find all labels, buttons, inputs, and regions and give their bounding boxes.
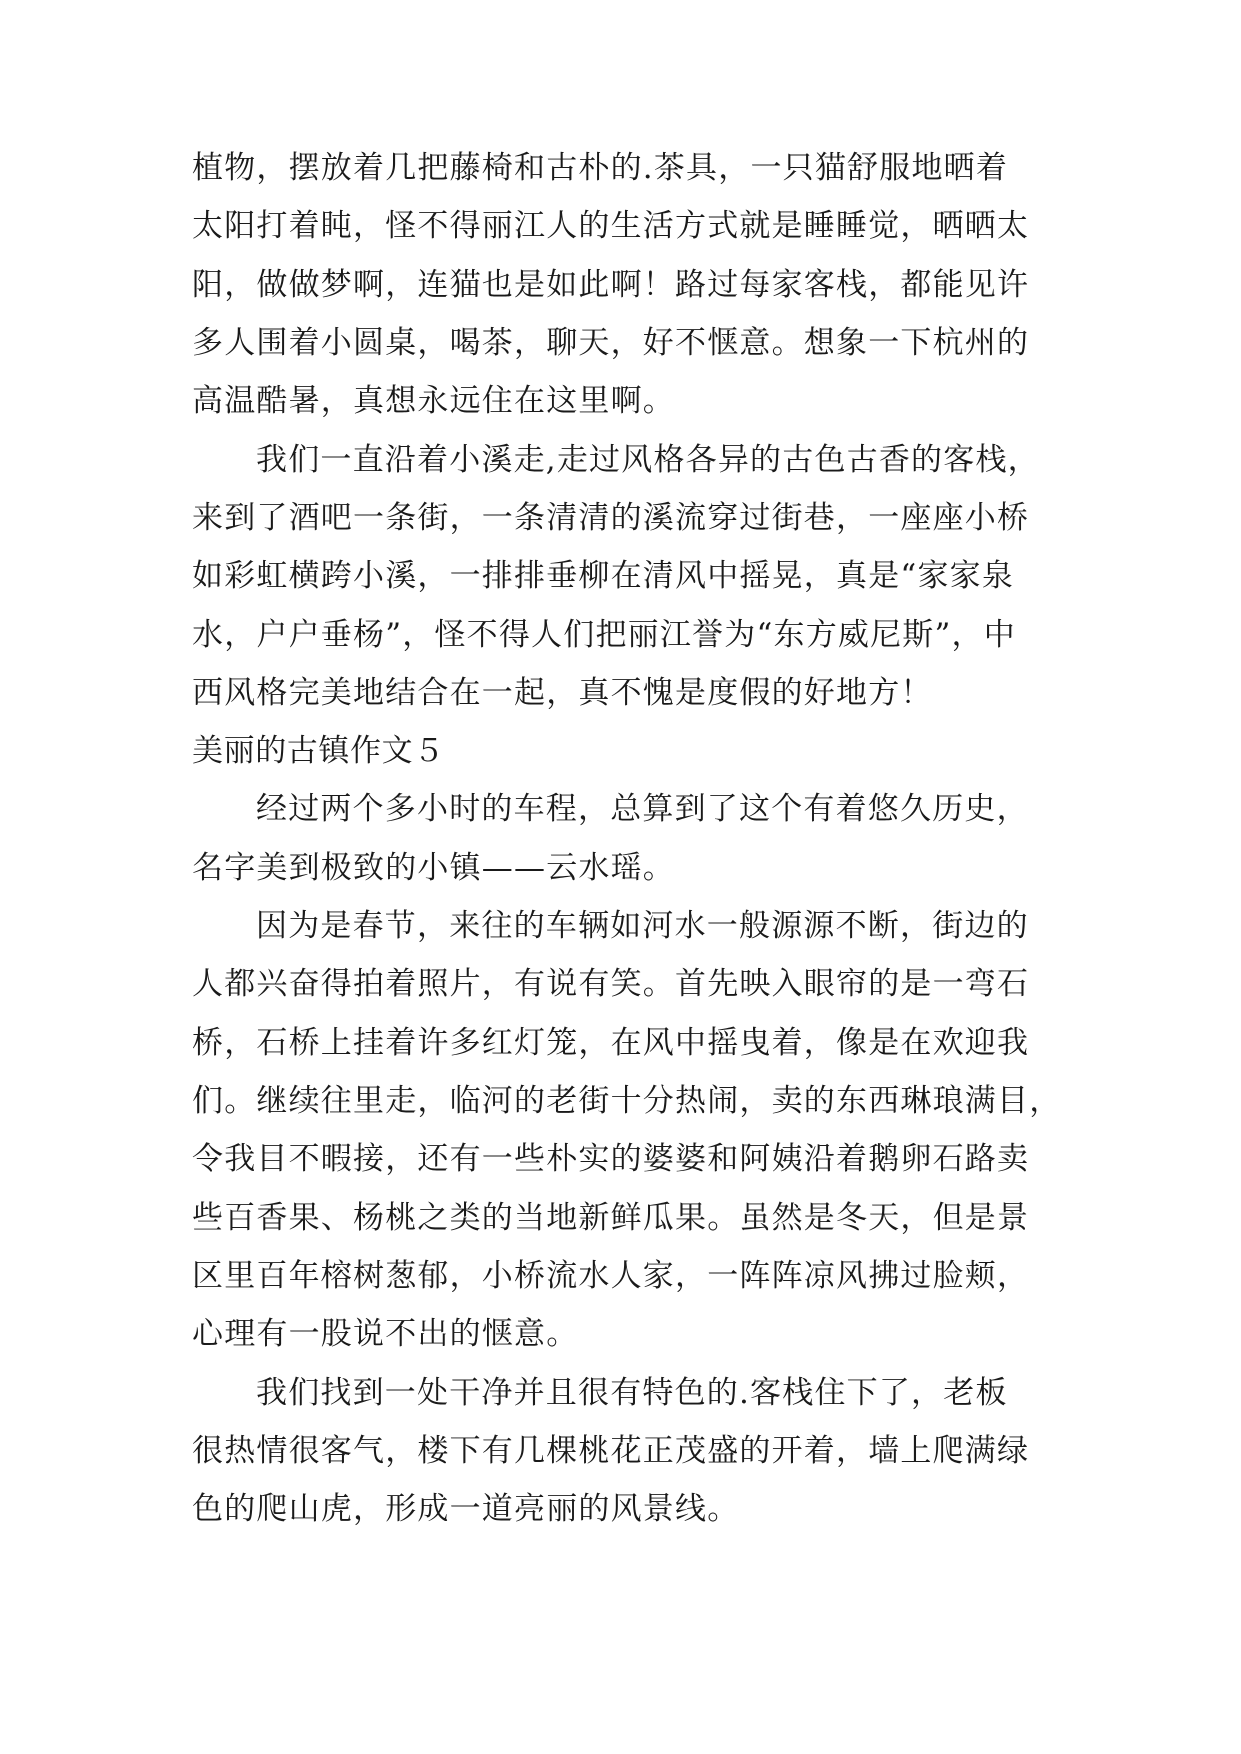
text-line: 心理有一股说不出的惬意。 <box>192 1316 579 1352</box>
section-title: 美丽的古镇作文５ <box>192 733 445 769</box>
text-line: 太阳打着盹，怪不得丽江人的生活方式就是睡睡觉，晒晒太 <box>192 208 1030 244</box>
text-line: 阳，做做梦啊，连猫也是如此啊！路过每家客栈，都能见许 <box>192 267 1030 303</box>
text-line: 名字美到极致的小镇——云水瑶。 <box>192 850 675 886</box>
text-line: 很热情很客气，楼下有几棵桃花正茂盛的开着，墙上爬满绿 <box>192 1433 1030 1469</box>
text-line: 植物，摆放着几把藤椅和古朴的.茶具，一只猫舒服地晒着 <box>192 150 1009 186</box>
text-line: 们。继续往里走，临河的老街十分热闹，卖的东西琳琅满目， <box>192 1083 1062 1119</box>
text-line: 令我目不暇接，还有一些朴实的婆婆和阿姨沿着鹅卵石路卖 <box>192 1141 1030 1177</box>
text-line: 色的爬山虎，形成一道亮丽的风景线。 <box>192 1491 740 1527</box>
text-line: 多人围着小圆桌，喝茶，聊天，好不惬意。想象一下杭州的 <box>192 325 1030 361</box>
text-line: 如彩虹横跨小溪，一排排垂柳在清风中摇晃，真是“家家泉 <box>192 558 1015 594</box>
text-line: 区里百年榕树葱郁，小桥流水人家，一阵阵凉风拂过脸颊， <box>192 1258 1030 1294</box>
text-line: 水，户户垂杨”，怪不得人们把丽江誉为“东方威尼斯”，中 <box>192 617 1016 653</box>
text-line: 经过两个多小时的车程，总算到了这个有着悠久历史， <box>256 791 1029 827</box>
text-line: 些百香果、杨桃之类的当地新鲜瓜果。虽然是冬天，但是景 <box>192 1200 1030 1236</box>
text-line: 人都兴奋得拍着照片，有说有笑。首先映入眼帘的是一弯石 <box>192 966 1030 1002</box>
text-line: 高温酷暑，真想永远住在这里啊。 <box>192 383 675 419</box>
text-line: 西风格完美地结合在一起，真不愧是度假的好地方！ <box>192 675 933 711</box>
text-line: 因为是春节，来往的车辆如河水一般源源不断，街边的 <box>256 908 1029 944</box>
text-line: 我们一直沿着小溪走,走过风格各异的古色古香的客栈， <box>256 442 1040 478</box>
text-line: 桥，石桥上挂着许多红灯笼，在风中摇曳着，像是在欢迎我 <box>192 1025 1030 1061</box>
text-line: 我们找到一处干净并且很有特色的.客栈住下了，老板 <box>256 1375 1008 1411</box>
text-line: 来到了酒吧一条街，一条清清的溪流穿过街巷，一座座小桥 <box>192 500 1030 536</box>
